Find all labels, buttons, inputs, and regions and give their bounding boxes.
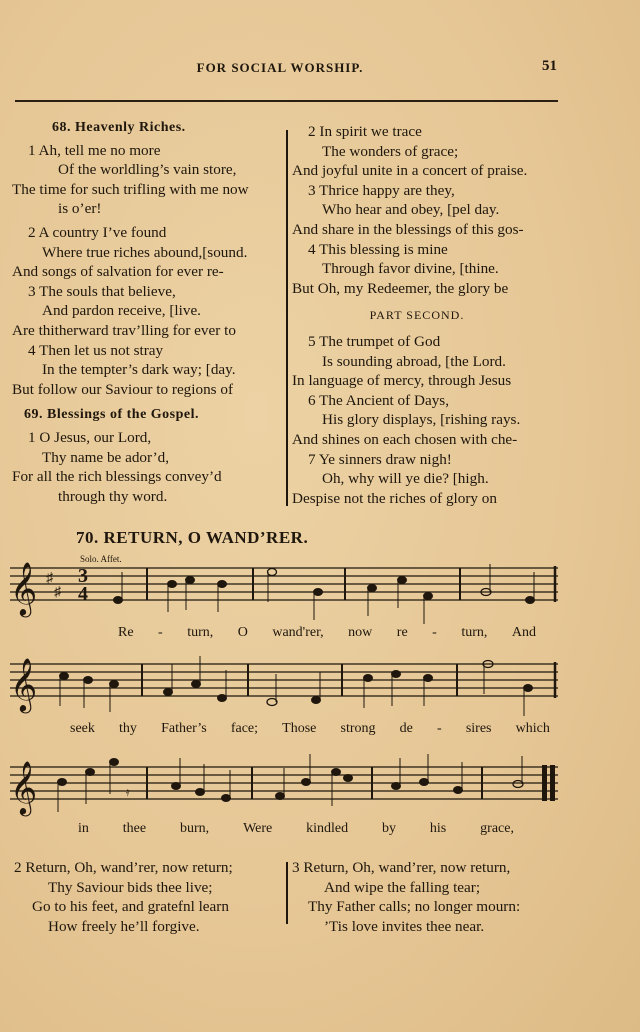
verse-line: 7 Ye sinners draw nigh! bbox=[308, 450, 452, 468]
verse-line: Thy name be ador’d, bbox=[42, 448, 170, 466]
lyric-syllable: burn, bbox=[180, 821, 210, 836]
lyric-syllable: turn, bbox=[187, 625, 214, 640]
lyric-syllable: which bbox=[515, 721, 550, 736]
verse-line: And shines on each chosen with che- bbox=[292, 430, 518, 448]
verse-line: is o’er! bbox=[58, 200, 102, 218]
lyric-syllable: his bbox=[429, 821, 447, 836]
svg-text:3: 3 bbox=[78, 565, 88, 587]
lyric-syllable: in bbox=[78, 821, 89, 836]
lyrics-system-1 bbox=[118, 625, 538, 641]
verse-line: 2 A country I’ve found bbox=[28, 223, 167, 241]
lyric-syllable: O bbox=[237, 625, 248, 640]
lyric-syllable: Were bbox=[243, 821, 273, 836]
lyric-syllable: de bbox=[399, 721, 413, 736]
song-70-title: 70. RETURN, O WAND’RER. bbox=[76, 528, 309, 547]
verse-line: Of the worldling’s vain store, bbox=[58, 161, 237, 179]
verse-line: But Oh, my Redeemer, the glory be bbox=[292, 279, 509, 297]
verse-line: ’Tis love invites thee near. bbox=[324, 917, 485, 935]
verse-line: 2 Return, Oh, wand’rer, now return; bbox=[14, 859, 233, 876]
verse-line: In the tempter’s dark way; [day. bbox=[42, 361, 236, 379]
part-heading: PART SECOND. bbox=[369, 308, 465, 323]
lyric-syllable: - bbox=[158, 625, 163, 640]
svg-text:𝄿: 𝄿 bbox=[126, 785, 130, 799]
lyric-syllable: - bbox=[437, 721, 442, 736]
svg-text:♯: ♯ bbox=[54, 585, 61, 600]
music-notation bbox=[0, 560, 640, 860]
verse-line: Are thitherward trav’lling for ever to bbox=[12, 321, 236, 339]
verse-line: But follow our Saviour to regions of bbox=[12, 380, 234, 398]
svg-text:𝄞: 𝄞 bbox=[10, 760, 38, 814]
lyric-syllable: re bbox=[396, 625, 408, 640]
lyric-syllable: now bbox=[348, 625, 373, 640]
verse-line: Thy Saviour bids thee live; bbox=[48, 878, 213, 896]
verse-line: How freely he’ll forgive. bbox=[48, 917, 200, 935]
lyric-syllable: - bbox=[432, 625, 437, 640]
verse-line: 4 This blessing is mine bbox=[308, 240, 448, 258]
lyric-syllable: turn, bbox=[461, 625, 488, 640]
page-number: 51 bbox=[542, 58, 557, 74]
verse-2-block bbox=[14, 858, 286, 936]
lyrics-system-3 bbox=[78, 821, 518, 837]
lyric-syllable: by bbox=[382, 821, 397, 836]
lyrics-system-2 bbox=[70, 721, 550, 737]
column-divider bbox=[286, 130, 288, 506]
verse-line: 1 O Jesus, our Lord, bbox=[28, 428, 152, 446]
verse-line: And joyful unite in a concert of praise. bbox=[292, 162, 528, 180]
verse-line: And wipe the falling tear; bbox=[324, 878, 481, 896]
staff-system-1 bbox=[10, 561, 558, 624]
verse-3-block bbox=[292, 858, 592, 936]
verse-line: The time for such trifling with me now bbox=[12, 180, 249, 198]
verse-line: Who hear and obey, [pel day. bbox=[322, 201, 500, 219]
svg-text:♯: ♯ bbox=[46, 571, 53, 586]
verse-line: Where true riches abound,[sound. bbox=[42, 243, 248, 261]
svg-text:𝄞: 𝄞 bbox=[10, 657, 38, 711]
verse-line: In language of mercy, through Jesus bbox=[292, 372, 512, 390]
lyric-syllable: kindled bbox=[306, 821, 349, 836]
lyric-syllable: strong bbox=[340, 721, 376, 736]
verse-line: 3 Thrice happy are they, bbox=[308, 181, 455, 199]
verse-line: Go to his feet, and gratefnl learn bbox=[32, 898, 229, 916]
lyric-syllable: sires bbox=[465, 721, 492, 736]
verse-line: 6 The Ancient of Days, bbox=[308, 391, 450, 409]
hymn-68-title: 68. Heavenly Riches. bbox=[52, 120, 186, 135]
lyric-syllable: Father’s bbox=[161, 721, 207, 736]
verse-line: 3 The souls that believe, bbox=[28, 282, 176, 300]
verse-line: And songs of salvation for ever re- bbox=[12, 263, 224, 281]
verse-line: His glory displays, [rishing rays. bbox=[322, 411, 521, 429]
lyric-syllable: And bbox=[511, 625, 536, 640]
verse-line: 1 Ah, tell me no more bbox=[28, 141, 161, 159]
verse-line: 2 In spirit we trace bbox=[308, 123, 422, 140]
verse-line: 3 Return, Oh, wand’rer, now return, bbox=[292, 859, 511, 876]
verse-line: Thy Father calls; no longer mourn: bbox=[308, 898, 521, 916]
lyric-syllable: face; bbox=[230, 721, 259, 736]
svg-text:4: 4 bbox=[78, 583, 88, 605]
lyric-syllable: grace, bbox=[480, 821, 514, 836]
staff-system-3 bbox=[10, 754, 558, 816]
running-header: FOR SOCIAL WORSHIP. bbox=[196, 60, 364, 75]
lyric-syllable: seek bbox=[70, 721, 95, 736]
verse-line: through thy word. bbox=[58, 487, 168, 505]
right-column bbox=[292, 122, 562, 508]
verse-line: Is sounding abroad, [the Lord. bbox=[322, 352, 506, 370]
svg-text:𝄞: 𝄞 bbox=[10, 561, 38, 615]
verse-line: 5 The trumpet of God bbox=[308, 332, 441, 350]
verse-line: For all the rich blessings convey’d bbox=[12, 468, 222, 486]
verse-divider bbox=[286, 862, 288, 924]
left-column bbox=[12, 118, 282, 506]
verse-line: And pardon receive, [live. bbox=[42, 302, 201, 320]
lyric-syllable: wand'rer, bbox=[272, 625, 324, 640]
header-rule bbox=[15, 100, 558, 102]
lyric-syllable: thy bbox=[119, 721, 137, 736]
staff-system-2 bbox=[10, 656, 558, 716]
verse-line: Through favor divine, [thine. bbox=[322, 260, 499, 278]
verse-line: And share in the blessings of this gos- bbox=[292, 220, 524, 238]
verse-line: The wonders of grace; bbox=[322, 142, 459, 160]
lyric-syllable: thee bbox=[122, 821, 147, 836]
verse-line: 4 Then let us not stray bbox=[28, 341, 164, 359]
lyric-syllable: Re bbox=[118, 625, 134, 640]
verse-line: Despise not the riches of glory on bbox=[292, 489, 497, 507]
lyric-syllable: Those bbox=[282, 721, 317, 736]
tempo-marking: Solo. Affet. bbox=[80, 554, 122, 564]
verse-line: Oh, why will ye die? [high. bbox=[322, 470, 489, 488]
hymn-69-title: 69. Blessings of the Gospel. bbox=[24, 407, 200, 423]
